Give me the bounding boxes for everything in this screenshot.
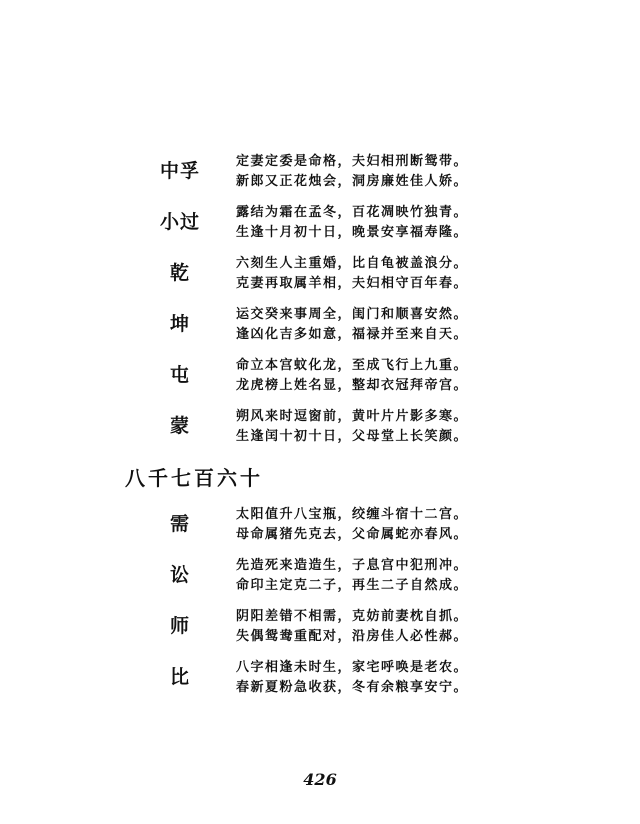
verse-line: 六刻生人主重婚，比自龟被盖浪分。 <box>236 256 469 271</box>
entries-group-1 <box>0 152 640 458</box>
entry <box>0 254 640 305</box>
entry <box>0 305 640 356</box>
hexagram-name: 蒙 <box>169 415 190 437</box>
verse-line: 命印主定克二子，再生二子自然成。 <box>236 578 469 593</box>
hexagram-name: 中孚 <box>159 160 200 182</box>
verse <box>236 407 468 447</box>
verse-line: 太阳值升八宝瓶，绞缠斗宿十二宫。 <box>236 507 469 522</box>
entry <box>0 505 640 556</box>
entry <box>0 607 640 658</box>
verse <box>236 203 468 243</box>
verse-line: 八字相逢未时生，家宅呼唤是老农。 <box>236 660 469 675</box>
verse-line: 阴阳差错不相需，克妨前妻枕自抓。 <box>236 609 469 624</box>
verse-line: 定妻定委是命格，夫妇相刑断鸳带。 <box>236 154 469 169</box>
entry <box>0 556 640 607</box>
verse-line: 生逢十月初十日，晚景安享福寿隆。 <box>236 225 469 240</box>
entries-group-2 <box>0 505 640 709</box>
page-number: 426 <box>303 770 337 789</box>
entry <box>0 356 640 407</box>
verse-line: 露结为霜在孟冬，百花凋映竹独青。 <box>236 205 469 220</box>
verse-line: 春新夏粉急收获，冬有余粮享安宁。 <box>236 680 469 695</box>
verse <box>236 607 468 647</box>
verse-line: 命立本宫蚊化龙，至成飞行上九重。 <box>236 358 469 373</box>
verse <box>236 658 468 698</box>
hexagram-name: 乾 <box>169 262 190 284</box>
hexagram-name: 坤 <box>169 313 190 335</box>
hexagram-name: 需 <box>169 513 190 535</box>
section-heading: 八千七百六十 <box>125 466 263 490</box>
entry <box>0 407 640 458</box>
hexagram-name: 讼 <box>169 564 190 586</box>
verse <box>236 254 468 294</box>
hexagram-name: 师 <box>169 615 190 637</box>
hexagram-name: 比 <box>169 666 190 688</box>
verse <box>236 356 468 396</box>
verse <box>236 152 468 192</box>
hexagram-name: 屯 <box>169 364 190 386</box>
verse <box>236 556 468 596</box>
verse <box>236 305 468 345</box>
verse-line: 新郎又正花烛会，洞房廉姓佳人娇。 <box>236 174 469 189</box>
verse-line: 先造死来造造生，子息宫中犯刑冲。 <box>236 558 469 573</box>
verse-line: 运交癸来事周全，闺门和顺喜安然。 <box>236 307 469 322</box>
entry <box>0 658 640 709</box>
verse <box>236 505 468 545</box>
hexagram-name: 小过 <box>159 211 200 233</box>
entry <box>0 152 640 203</box>
verse-line: 失偶鸳鸯重配对，沿房佳人必性郝。 <box>236 629 469 644</box>
verse-line: 朔风来时逗窗前，黄叶片片影多寒。 <box>236 409 469 424</box>
entry <box>0 203 640 254</box>
verse-line: 母命属猪先克去，父命属蛇亦春风。 <box>236 527 469 542</box>
verse-line: 克妻再取属羊相，夫妇相守百年春。 <box>236 276 469 291</box>
verse-line: 逢凶化吉多如意，福禄并至来自天。 <box>236 327 469 342</box>
verse-line: 龙虎榜上姓名显，整却衣冠拜帝宫。 <box>236 378 469 393</box>
verse-line: 生逢闰十初十日，父母堂上长笑颜。 <box>236 429 469 444</box>
